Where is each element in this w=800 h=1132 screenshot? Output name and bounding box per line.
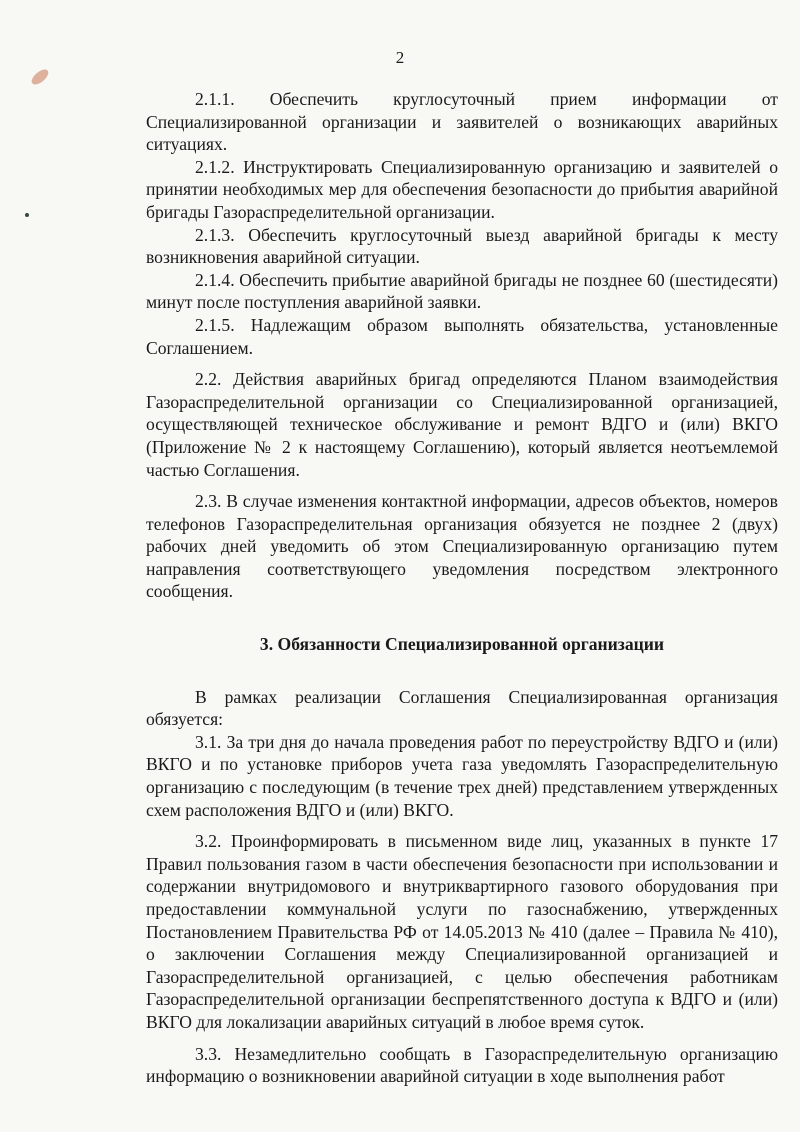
ink-stain — [29, 67, 51, 88]
clause-2-3: 2.3. В случае изменения контактной информации, адресов объектов, номеров телефонов Газораспределительная организация обязуется не позднее 2 (двух) рабочих дней уведомить об этом Специализированную организацию путем направления соответствующего уведомления посредством электронного сообщения. — [146, 491, 778, 602]
section-3-heading: 3. Обязанности Специализированной организации — [259, 634, 665, 655]
page-number: 2 — [395, 48, 405, 67]
section-3-intro: В рамках реализации Соглашения Специализированная организация обязуется: — [146, 686, 778, 730]
clause-2-1-3: 2.1.3. Обеспечить круглосуточный выезд аварийной бригады к месту возникновения аварийной ситуации. — [146, 224, 778, 268]
document-body — [146, 88, 778, 1088]
clause-2-1-1: 2.1.1. Обеспечить круглосуточный прием информации от Специализированной организации и заявителей о возникающих аварийных ситуациях. — [146, 89, 778, 155]
ink-dot — [25, 213, 29, 217]
clause-3-2: 3.2. Проинформировать в письменном виде лиц, указанных в пункте 17 Правил пользования газом в части обеспечения безопасности при использовании и содержании внутридомового и внутриквартирного газового оборудования при предоставлении коммунальной услуги по газоснабжению, утвержденных Постановлением Правительства РФ от 14.05.2013 № 410 (далее – Правила № 410), о заключении Соглашения между Специализированной организацией и Газораспределительной организацией, с целью обеспечения работникам Газораспределительной организации беспрепятственного доступа к ВДГО и (или) ВКГО для локализации аварийных ситуаций в любое время суток. — [146, 831, 778, 1032]
clause-2-1-2: 2.1.2. Инструктировать Специализированную организацию и заявителей о принятии необходимых мер для обеспечения безопасности до прибытия аварийной бригады Газораспределительной организации. — [146, 156, 778, 222]
clause-3-3: 3.3. Незамедлительно сообщать в Газораспределительную организацию информацию о возникновении аварийной ситуации в ходе выполнения работ — [146, 1043, 778, 1087]
clause-3-1: 3.1. За три дня до начала проведения работ по переустройству ВДГО и (или) ВКГО и по установке приборов учета газа уведомлять Газораспределительную организацию с последующим (в течение трех дней) представлением утвержденных схем расположения ВДГО и (или) ВКГО. — [146, 731, 778, 820]
clause-2-1-4: 2.1.4. Обеспечить прибытие аварийной бригады не позднее 60 (шестидесяти) минут после поступления аварийной заявки. — [146, 269, 778, 313]
clause-2-1-5: 2.1.5. Надлежащим образом выполнять обязательства, установленные Соглашением. — [146, 314, 778, 358]
clause-2-2: 2.2. Действия аварийных бригад определяются Планом взаимодействия Газораспределительной организации со Специализированной организацией, осуществляющей техническое обслуживание и ремонт ВДГО и (или) ВКГО (Приложение № 2 к настоящему Соглашению), который является неотъемлемой частью Соглашения. — [146, 369, 778, 480]
